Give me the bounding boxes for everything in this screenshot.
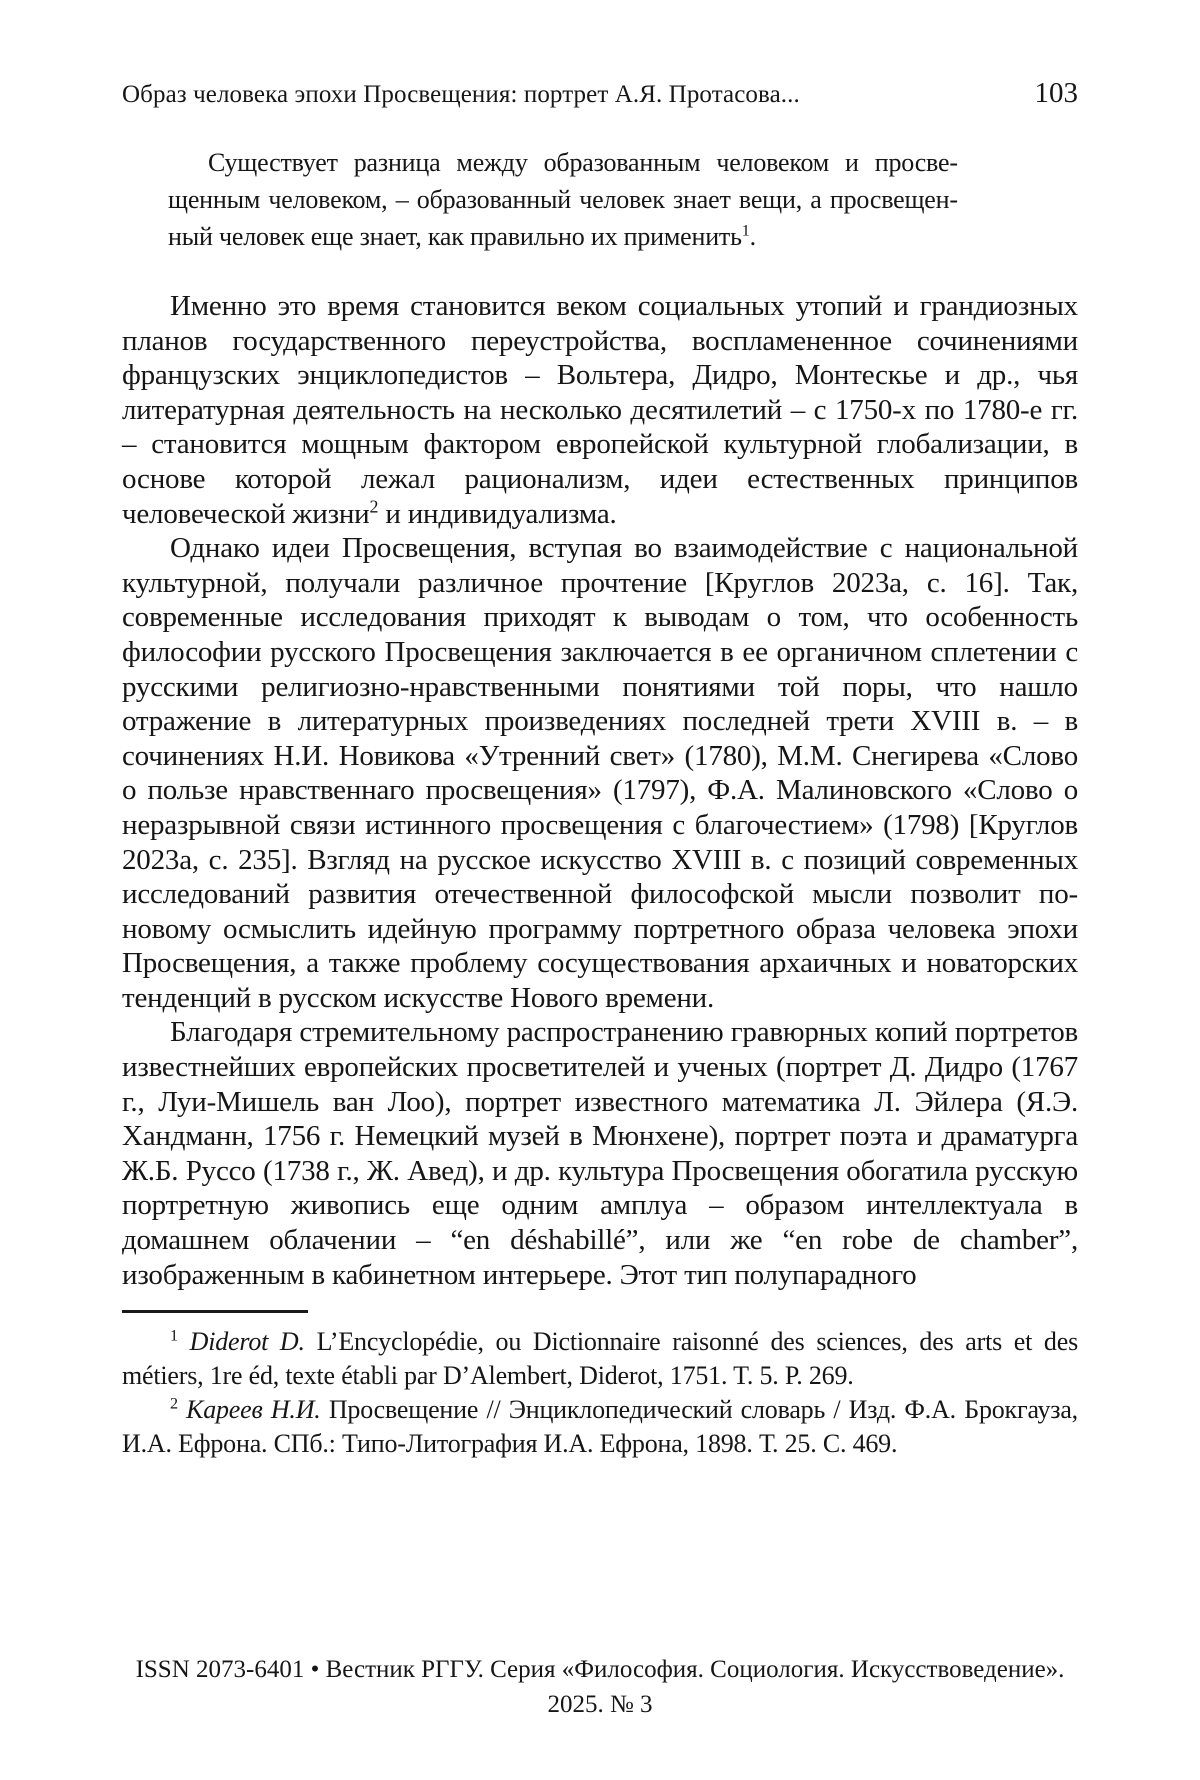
footnote-divider: [122, 1310, 308, 1313]
footnote-1: $^1$ Diderot D. L’Encyclopédie, ou Dictionnaire raisonné des sciences, des arts et des métiers, 1re éd, texte établi par D’Alembert, Diderot, 1751. T. 5. P. 269.: [122, 1327, 1078, 1391]
footnotes: [122, 1325, 1078, 1461]
article-body: [122, 289, 1078, 1292]
footnote-2: $^2$ Кареев Н.И. Просвещение // Энциклопедический словарь / Изд. Ф.А. Брокгауза, И.А. Ефрона. СПб.: Типо-Литография И.А. Ефрона, 1898. Т. 25. С. 469.: [122, 1395, 1078, 1459]
body-paragraph-1: Именно это время становится веком социальных утопий и грандиозных планов государственного переустройства, воспламененное сочинениями французских энциклопедистов – Вольтера, Дидро, Монтескье и др., чья литературная деятельность на несколько десятилетий – с 1750-х по 1780-е гг. – становится мощным фактором европейской культурной глобализации, в основе которой лежал рационализм, идеи естественных принципов человеческой жизни$^2$ и индивидуализма.: [122, 290, 1078, 530]
journal-issue-line: 2025. № 3: [547, 1691, 653, 1718]
page-footer: [60, 1652, 1140, 1722]
epigraph: Существует разница между образованным человеком и просвещенным человеком, – образованный человек знает вещи, а просвещенный человек еще знает, как правильно их применить$^1$.: [168, 148, 958, 251]
page-number: 103: [1034, 77, 1078, 109]
body-paragraph-3: Благодаря стремительному распространению гравюрных копий портретов известнейших европейских просветителей и ученых (портрет Д. Дидро (1767 г., Луи-Мишель ван Лоо), портрет известного математика Л. Эйлера (Я.Э. Хандманн, 1756 г. Немецкий музей в Мюнхене), портрет поэта и драматурга Ж.Б. Руссо (1738 г., Ж. Авед), и др. культура Просвещения обогатила русскую портретную живопись еще одним амплуа – образом интеллектуала в домашнем облачении – “en déshabillé”, или же “en robe de chamber”, изображенным в кабинетном интерьере. Этот тип полупарадного: [122, 1016, 1078, 1291]
running-head: [122, 78, 1078, 110]
running-title: Образ человека эпохи Просвещения: портрет А.Я. Протасова...: [122, 81, 800, 108]
journal-issn-line: ISSN 2073-6401 • Вестник РГГУ. Серия «Философия. Социология. Искусствоведение».: [135, 1656, 1065, 1683]
body-paragraph-2: Однако идеи Просвещения, вступая во взаимодействие с национальной культурной, получали различное прочтение [Круглов 2023а, с. 16]. Так, современные исследования приходят к выводам о том, что особенность философии русского Просвещения заключается в ее органичном сплетении с русскими религиозно-нравственными понятиями той поры, что нашло отражение в литературных произведениях последней трети XVIII в. – в сочинениях Н.И. Новикова «Утренний свет» (1780), М.М. Снегирева «Слово о пользе нравственнаго просвещения» (1797), Ф.А. Малиновского «Слово о неразрывной связи истинного просвещения с благочестием» (1798) [Круглов 2023а, с. 235]. Взгляд на русское искусство XVIII в. с позиций современных исследований развития отечественной философской мысли позволит по-новому осмыслить идейную программу портретного образа человека эпохи Просвещения, а также проблему сосуществования архаичных и новаторских тенденций в русском искусстве Нового времени.: [122, 532, 1078, 1014]
